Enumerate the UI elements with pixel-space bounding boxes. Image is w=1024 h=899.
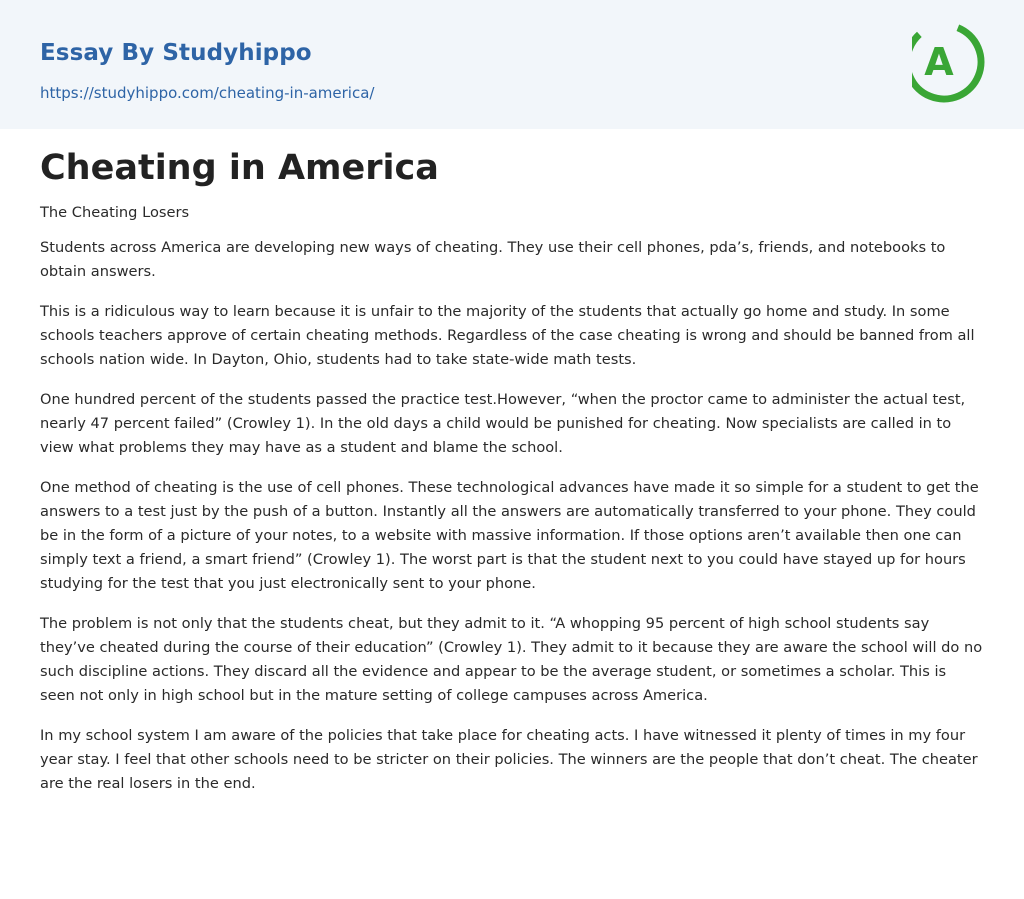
article — [40, 146, 984, 796]
paragraph: The problem is not only that the students cheat, but they admit to it. “A whopping 95 percent of high school students say they’ve cheated during the course of their education” (Crowley 1). They admit to it because they are aware the school will do no such discipline actions. They discard all the evidence and appear to be the average student, or sometimes a scholar. This is seen not only in high school but in the mature setting of college campuses across America. — [40, 615, 983, 704]
essay-url-link[interactable]: https://studyhippo.com/cheating-in-america/ — [40, 84, 375, 102]
site-header — [0, 0, 1024, 129]
brand-title: Essay By Studyhippo — [40, 40, 312, 66]
studyhippo-logo-icon[interactable] — [912, 19, 986, 105]
page-title: Cheating in America — [40, 148, 439, 188]
logo-letter: A — [924, 40, 954, 84]
paragraph: Students across America are developing new ways of cheating. They use their cell phones, pda’s, friends, and notebooks to obtain answers. — [40, 239, 946, 280]
paragraph: One hundred percent of the students passed the practice test.However, “when the proctor came to administer the actual test, nearly 47 percent failed” (Crowley 1). In the old days a child would be punished for cheating. Now specialists are called in to view what problems they may have as a student and blame the school. — [40, 391, 966, 456]
paragraph: In my school system I am aware of the policies that take place for cheating acts. I have witnessed it plenty of times in my four year stay. I feel that other schools need to be stricter on their policies. The winners are the people that don’t cheat. The cheater are the real losers in the end. — [40, 727, 978, 792]
paragraph: One method of cheating is the use of cell phones. These technological advances have made it so simple for a student to get the answers to a test just by the push of a button. Instantly all the answers are automatically transferred to your phone. They could be in the form of a picture of your notes, to a website with massive information. If those options aren’t available then one can simply text a friend, a smart friend” (Crowley 1). The worst part is that the student next to you could have stayed up for hours studying for the test that you just electronically sent to your phone. — [40, 479, 979, 592]
article-subtitle: The Cheating Losers — [40, 204, 190, 221]
paragraph: This is a ridiculous way to learn because it is unfair to the majority of the students that actually go home and study. In some schools teachers approve of certain cheating methods. Regardless of the case cheating is wrong and should be banned from all schools nation wide. In Dayton, Ohio, students had to take state-wide math tests. — [40, 303, 975, 368]
